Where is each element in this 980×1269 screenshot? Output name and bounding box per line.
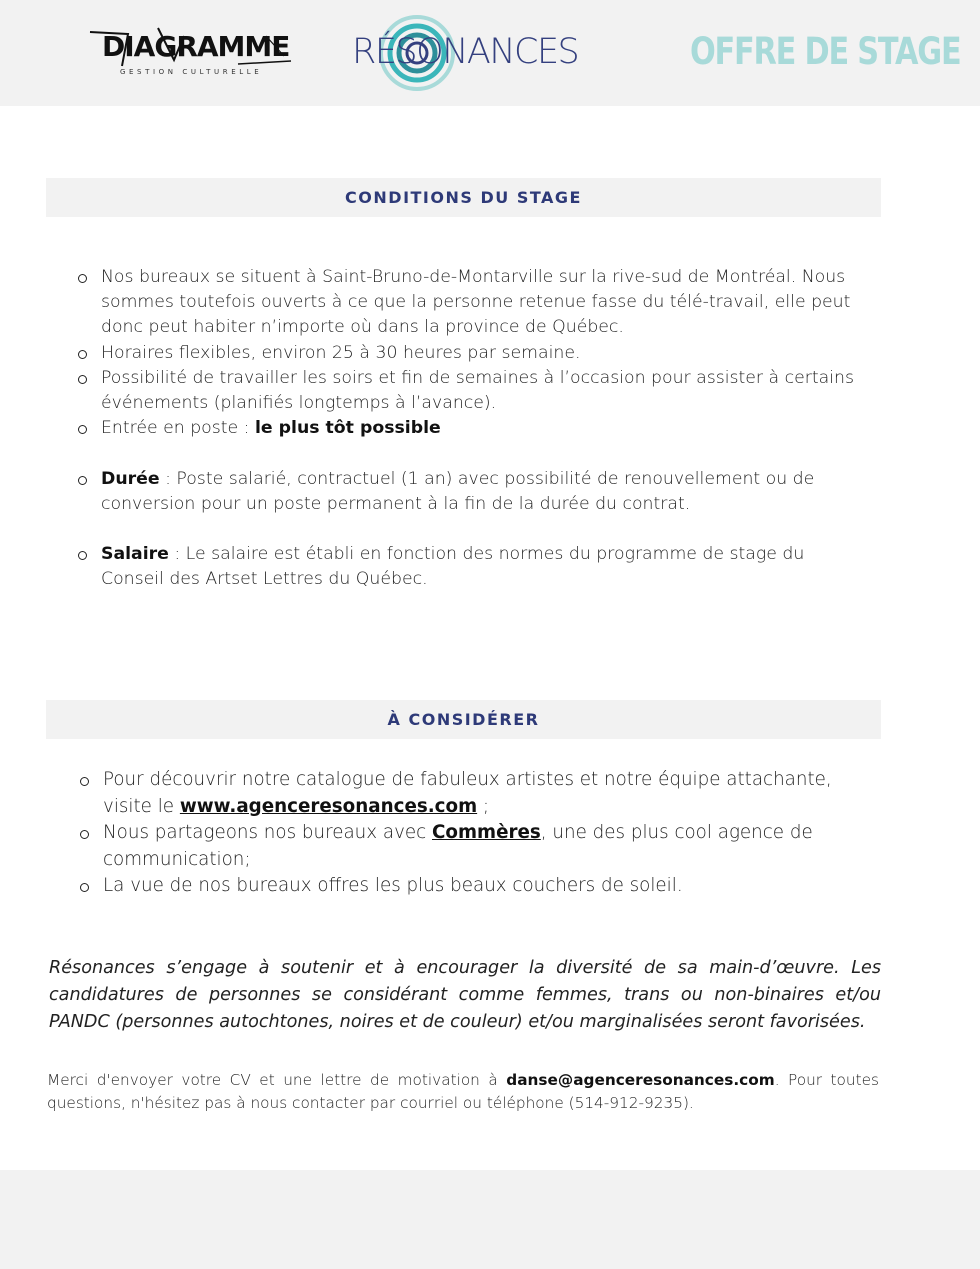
website-link[interactable]: www.agenceresonances.com [179, 795, 478, 817]
diversity-statement: Résonances s’engage à soutenir et à encourager la diversité de sa main-d’œuvre. Les candidatures de personnes se considérant comme femmes, trans ou non-binaires et/ou PANDC (personnes autochtones, noires et de couleur) et/ou marginalisées seront favorisées. [49, 958, 881, 1032]
conditions-title: CONDITIONS DU STAGE [345, 188, 582, 207]
list-item: Pour découvrir notre catalogue de fabuleux artistes et notre équipe attachante, visite le www.agenceresonances.com ; [48, 767, 868, 820]
resonances-logo [350, 14, 579, 92]
list-item: Possibilité de travailler les soirs et fin de semaines à l’occasion pour assister à certains événements (planifiés longtemps à l’avance). [46, 366, 866, 416]
list-item-duration: Durée : Poste salarié, contractuel (1 an) avec possibilité de renouvellement ou de conversion pour un poste permanent à la fin de la durée du contrat. [46, 467, 866, 517]
conditions-list [46, 265, 866, 593]
list-item: Nous partageons nos bureaux avec Commères, une des plus cool agence de communication; [48, 820, 868, 873]
footer-band [0, 1170, 980, 1269]
list-item: La vue de nos bureaux offres les plus beaux couchers de soleil. [48, 873, 868, 900]
contact-email[interactable]: danse@agenceresonances.com [506, 1071, 775, 1089]
resonances-wordmark: RÉSONANCES [352, 32, 579, 72]
consider-list [48, 767, 868, 900]
conditions-section-header [46, 178, 881, 217]
consider-title: À CONSIDÉRER [387, 710, 540, 729]
offer-title: OFFRE DE STAGE [690, 30, 961, 73]
list-item: Nos bureaux se situent à Saint-Bruno-de-Montarville sur la rive-sud de Montréal. Nous sommes toutefois ouverts à ce que la personne retenue fasse du télé-travail, elle peut donc peut habiter n’importe où dans la province de Québec. [46, 265, 866, 341]
contact-paragraph: Merci d'envoyer votre CV et une lettre de motivation à danse@agenceresonances.com. Pour toutes questions, n'hésitez pas à nous contacter par courriel ou téléphone (514-912-9235). [47, 1071, 879, 1112]
diagramme-subtitle: GESTION CULTURELLE [120, 68, 263, 76]
list-item: Horaires flexibles, environ 25 à 30 heures par semaine. [46, 341, 866, 366]
diagramme-wordmark: DIAGRAMME [102, 30, 290, 63]
list-item: Entrée en poste : le plus tôt possible [46, 416, 866, 441]
diagramme-logo [88, 26, 293, 82]
list-item-salary: Salaire : Le salaire est établi en fonction des normes du programme de stage du Conseil des Artset Lettres du Québec. [46, 542, 866, 592]
consider-section-header [46, 700, 881, 739]
commeres-link[interactable]: Commères [432, 822, 541, 843]
